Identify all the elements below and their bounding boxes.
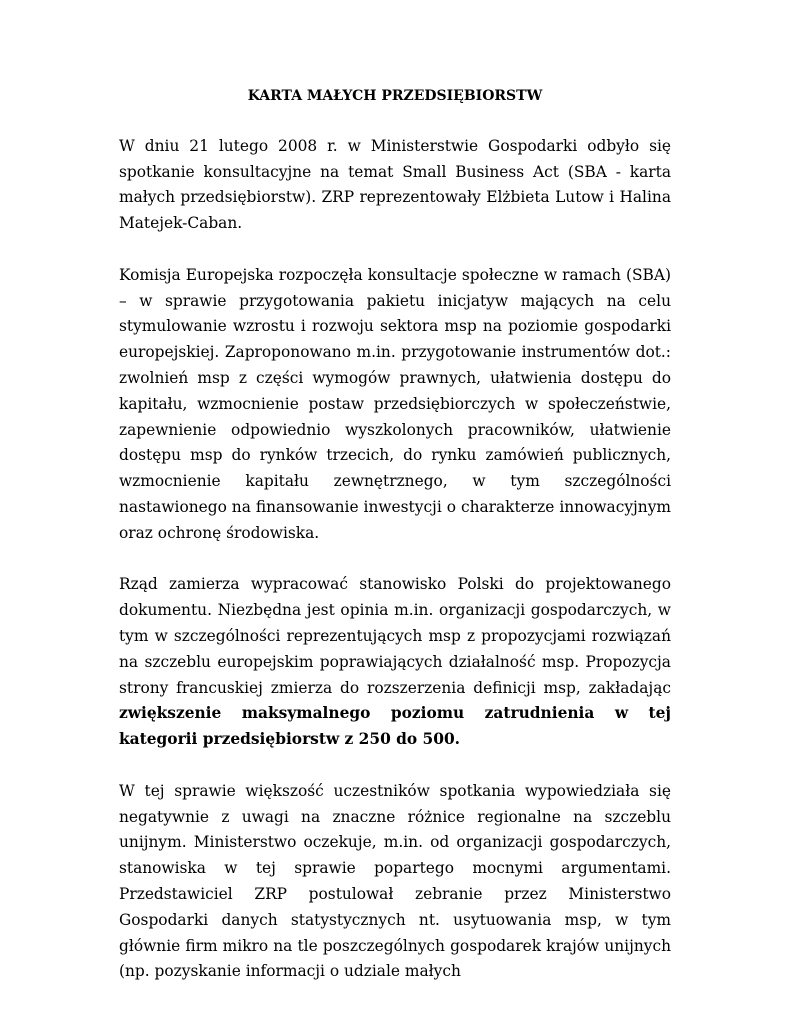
paragraph-text: Rząd zamierza wypracować stanowisko Polski do projektowanego dokumentu. Niezbędna jest opinia m.in. organizacji gospodarczych, w tym w szczególności reprezentujących msp z propozycjami rozwiązań na szczeblu europejskim poprawiających działalność msp. Propozycja strony francuskiej zmierza do rozszerzenia definicji msp, zakładając [119, 575, 671, 697]
paragraph-text: Komisja Europejska rozpoczęła konsultacje społeczne w ramach (SBA) – w sprawie przygotowania pakietu inicjatyw mających na celu stymulowanie wzrostu i rozwoju sektora msp na poziomie gospodarki europejskiej. Zaproponowano m.in. przygotowanie instrumentów dot.: zwolnień msp z części wymogów prawnych, ułatwienia dostępu do kapitału, wzmocnienie postaw przedsiębiorczych w społeczeństwie, zapewnienie odpowiednio wyszkolonych pracowników, ułatwienie dostępu msp do rynków trzecich, do rynku zamówień publicznych, wzmocnienie kapitału zewnętrznego, w tym szczególności nastawionego na finansowanie inwestycji o charakterze innowacyjnym oraz ochronę środowiska. [119, 265, 671, 542]
paragraph-bold-text: zwiększenie maksymalnego poziomu zatrudnienia w tej kategorii przedsiębiorstw z 250 do 500. [119, 704, 671, 749]
paragraph-government-position [119, 572, 671, 753]
paragraph-meeting-info [119, 134, 671, 237]
paragraph-text: W dniu 21 lutego 2008 r. w Ministerstwie Gospodarki odbyło się spotkanie konsultacyjne na temat Small Business Act (SBA - karta małych przedsiębiorstw). ZRP reprezentowały Elżbieta Lutow i Halina Matejek-Caban. [119, 136, 671, 233]
paragraph-participants-opinion [119, 779, 671, 985]
document-page [119, 84, 671, 985]
paragraph-commission-consultations [119, 263, 671, 547]
document-title: KARTA MAŁYCH PRZEDSIĘBIORSTW [247, 88, 543, 104]
paragraph-text: W tej sprawie większość uczestników spotkania wypowiedziała się negatywnie z uwagi na znaczne różnice regionalne na szczeblu unijnym. Ministerstwo oczekuje, m.in. od organizacji gospodarczych, stanowiska w tej sprawie popartego mocnymi argumentami. Przedstawiciel ZRP postulował zebranie przez Ministerstwo Gospodarki danych statystycznych nt. usytuowania msp, w tym głównie firm mikro na tle poszczególnych gospodarek krajów unijnych (np. pozyskanie informacji o udziale małych [119, 781, 671, 981]
